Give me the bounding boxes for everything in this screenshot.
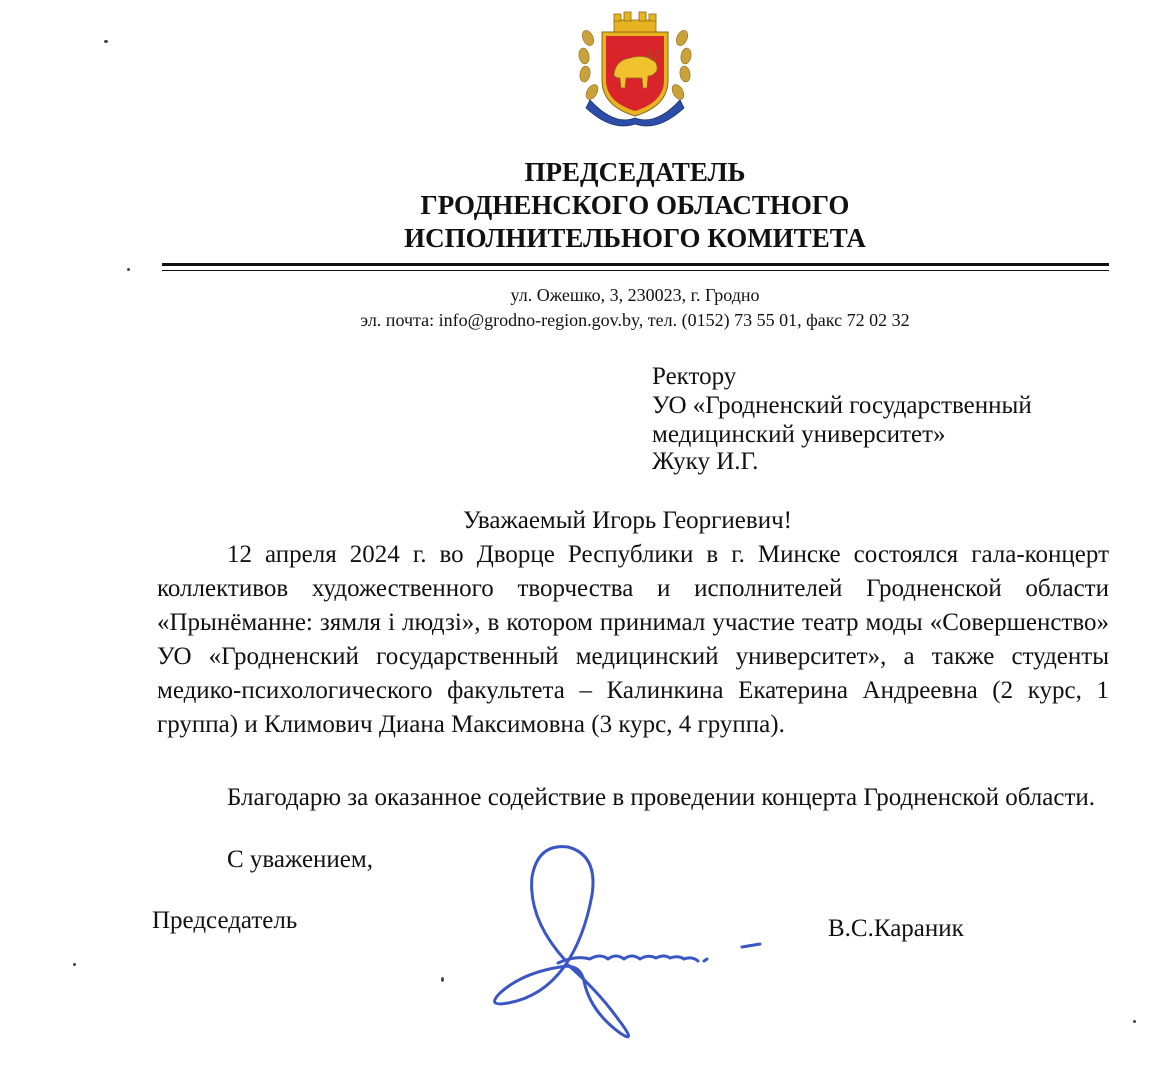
scan-speck <box>441 977 444 982</box>
coat-of-arms-icon <box>574 8 696 130</box>
handwritten-signature-icon <box>480 835 780 1050</box>
scan-speck <box>1133 1020 1136 1023</box>
body-paragraph-2: Благодарю за оказанное содействие в проведении концерта Гродненской области. <box>227 784 1096 811</box>
recipient-line-3: медицинский университет» <box>652 421 946 448</box>
org-address: ул. Ожешко, 3, 230023, г. Гродно <box>510 285 760 305</box>
scan-speck <box>104 40 108 43</box>
closing: С уважением, <box>227 846 373 873</box>
signer-position: Председатель <box>152 907 298 934</box>
header-divider-thick <box>162 263 1109 266</box>
crown-icon <box>614 12 656 32</box>
org-title-line-1: ПРЕДСЕДАТЕЛЬ <box>524 157 746 187</box>
org-title-line-3: ИСПОЛНИТЕЛЬНОГО КОМИТЕТА <box>404 223 866 253</box>
scan-speck <box>73 963 76 966</box>
salutation: Уважаемый Игорь Георгиевич! <box>463 507 792 534</box>
recipient-line-2: УО «Гродненский государственный <box>652 392 1032 419</box>
org-title-line-2: ГРОДНЕНСКОГО ОБЛАСТНОГО <box>420 190 850 220</box>
scan-speck <box>127 268 130 271</box>
recipient-line-4: Жуку И.Г. <box>652 448 759 475</box>
body-paragraph-1: 12 апреля 2024 г. во Дворце Республики в г. Минске состоялся гала-концерт коллективов художественного творчества и исполнителей Гродненской области «Прынёманне: зямля і людзі», в котором принимал участие театр моды «Совершенство» УО «Гродненский государственный медицинский университет», а также студенты медико-психологического факультета – Калинкина Екатерина Андреевна (2 курс, 1 группа) и Климович Диана Максимовна (3 курс, 4 группа). <box>157 541 1109 738</box>
signer-name: В.С.Караник <box>828 915 964 942</box>
recipient-line-1: Ректору <box>652 363 737 390</box>
header-divider-thin <box>162 270 1109 271</box>
org-contacts: эл. почта: info@grodno-region.gov.by, тел. (0152) 73 55 01, факс 72 02 32 <box>360 310 910 330</box>
